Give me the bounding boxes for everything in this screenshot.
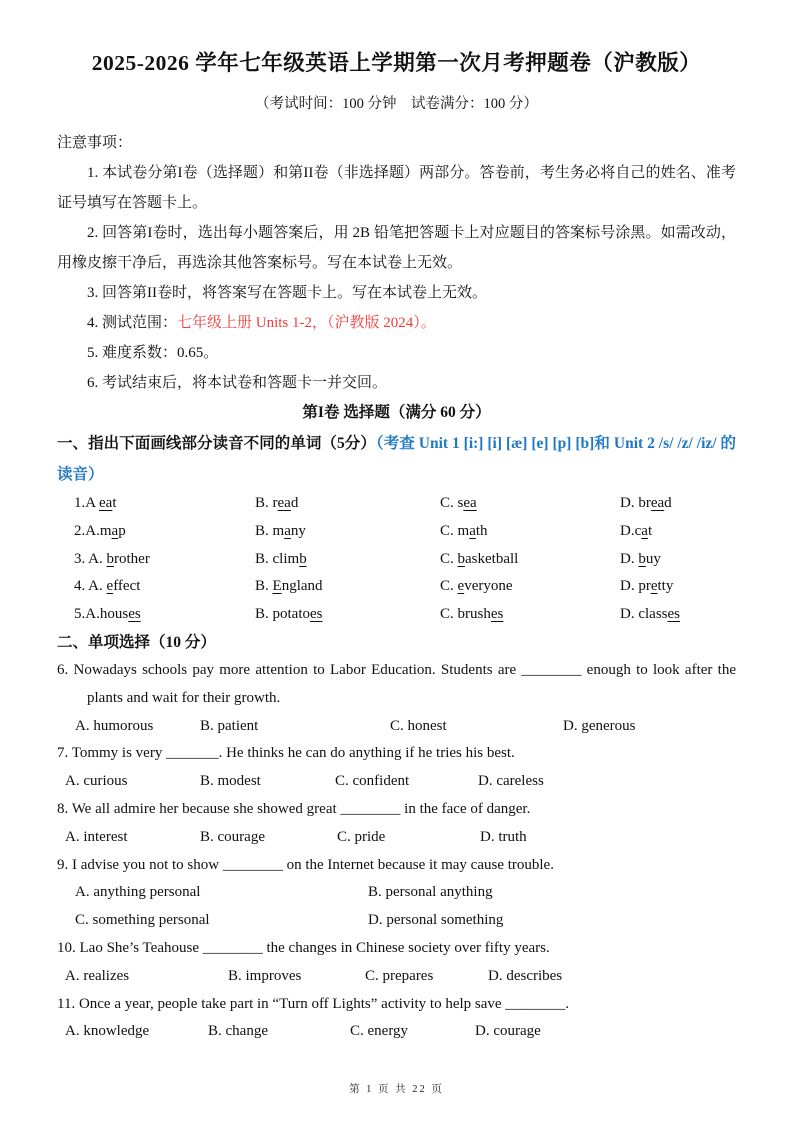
notice-item-4: [57, 308, 736, 338]
option-label: D.: [620, 578, 639, 595]
option-label: B.: [255, 495, 273, 511]
phonics-option: [620, 518, 652, 546]
option-word: sea: [457, 495, 477, 511]
answer-option: B. improves: [228, 967, 302, 984]
notice-item-6: 6. 考试结束后，将本试卷和答题卡一并交回。: [87, 375, 388, 391]
part1-heading: 第I卷 选择题（满分 60 分）: [302, 404, 491, 421]
option-label: B.: [255, 606, 273, 623]
phonics-option: [255, 573, 440, 601]
notice-item-4-prefix: 4. 测试范围：: [87, 315, 178, 331]
option-word: effect: [106, 578, 141, 595]
notice-item-2: 2. 回答第I卷时，选出每小题答案后，用 2B 铅笔把答题卡上对应题目的答案标号涂黑。如需改动，用橡皮擦干净后，再选涂其他答案标号。写在本试卷上无效。: [57, 225, 736, 271]
option-word: eat: [99, 495, 117, 511]
section1-heading-blue: （考查 Unit 1 [i:] [i] [æ] [e] [p] [b]和 Unit 2 /s/ /z/ /iz/ 的读音）: [57, 435, 736, 483]
option-word: read: [272, 495, 299, 511]
phonics-option: [440, 490, 620, 518]
phonics-option: [440, 573, 620, 601]
option-label: C.: [440, 522, 458, 539]
answer-option: B. courage: [200, 828, 265, 845]
answer-option: B. patient: [200, 717, 259, 734]
option-label: C.: [440, 550, 458, 567]
option-label: C.: [440, 495, 458, 511]
phonics-row: [57, 573, 736, 601]
answer-option: C. confident: [335, 773, 410, 790]
answer-option: D. personal something: [368, 912, 504, 929]
question-stem: 10. Lao She’s Teahouse ________ the changes in Chinese society over fifty years.: [57, 939, 550, 956]
option-word: houses: [99, 606, 141, 623]
underlined-letters: es: [310, 606, 323, 623]
phonics-row: [57, 601, 736, 629]
exam-meta: （考试时间：100 分钟 试卷满分：100 分）: [255, 96, 538, 112]
question-stem: 7. Tommy is very _______. He thinks he can do anything if he tries his best.: [57, 745, 515, 762]
answer-option: B. personal anything: [368, 884, 493, 901]
phonics-option: [620, 546, 661, 574]
underlined-letters: e: [650, 578, 658, 595]
underlined-letters: a: [284, 522, 291, 539]
option-label: D.: [620, 606, 639, 623]
phonics-option: [440, 546, 620, 574]
underlined-letters: E: [272, 578, 282, 595]
option-label: C.: [440, 606, 458, 623]
option-label: 4. A.: [74, 578, 107, 595]
option-label: D.: [620, 495, 639, 511]
option-label: 2.A.: [74, 522, 100, 539]
phonics-option: [440, 518, 620, 546]
answer-option: A. curious: [65, 773, 128, 790]
phonics-option: [255, 490, 440, 518]
underlined-letters: a: [469, 522, 476, 539]
phonics-option: [74, 518, 255, 546]
option-label: B.: [255, 522, 273, 539]
notice-item-1: 1. 本试卷分第I卷（选择题）和第II卷（非选择题）两部分。答卷前，考生务必将自己的姓名、准考证号填写在答题卡上。: [57, 165, 736, 211]
answer-option: A. interest: [65, 828, 128, 845]
option-word: climb: [272, 550, 307, 567]
phonics-row: [57, 518, 736, 546]
option-word: pretty: [638, 578, 674, 595]
phonics-questions: [57, 490, 736, 629]
phonics-row: [57, 546, 736, 574]
option-label: 5.A.: [74, 606, 100, 623]
options-row: [57, 824, 736, 852]
option-word: many: [272, 522, 306, 539]
option-word: cat: [634, 522, 653, 539]
options-row: [57, 768, 736, 796]
underlined-letters: a: [111, 522, 119, 539]
phonics-row: [57, 490, 736, 518]
answer-option: C. prepares: [365, 967, 434, 984]
option-word: basketball: [457, 550, 519, 567]
notice-heading: 注意事项：: [57, 135, 133, 151]
option-label: D.: [620, 550, 639, 567]
answer-option: A. anything personal: [75, 884, 201, 901]
answer-option: A. realizes: [65, 967, 130, 984]
answer-option: A. knowledge: [65, 1023, 150, 1040]
answer-option: C. honest: [390, 717, 447, 734]
underlined-letters: es: [128, 606, 141, 623]
notice-item-3: 3. 回答第II卷时，将答案写在答题卡上。写在本试卷上无效。: [87, 285, 487, 301]
phonics-option: [74, 573, 255, 601]
underlined-letters: b: [299, 550, 307, 567]
answer-option: B. modest: [200, 773, 261, 790]
underlined-letters: e: [106, 578, 114, 595]
answer-option: D. describes: [488, 967, 563, 984]
answer-option: D. courage: [475, 1023, 541, 1040]
phonics-option: [440, 601, 620, 629]
phonics-option: [620, 490, 672, 518]
underlined-letters: b: [638, 550, 646, 567]
option-word: math: [457, 522, 488, 539]
question-stem: 9. I advise you not to show ________ on the Internet because it may cause trouble.: [57, 856, 554, 873]
question-stem: 6. Nowadays schools pay more attention to Labor Education. Students are ________ enough to look after the plants and wait for their growth.: [57, 661, 736, 706]
underlined-letters: a: [641, 522, 648, 539]
options-row: [57, 879, 736, 907]
phonics-option: [255, 546, 440, 574]
option-word: everyone: [457, 578, 513, 595]
options-row: [57, 907, 736, 935]
underlined-letters: es: [490, 606, 504, 623]
phonics-option: [74, 601, 255, 629]
options-row: [57, 713, 736, 741]
underlined-letters: ea: [650, 495, 665, 511]
option-word: potatoes: [272, 606, 323, 623]
section1-heading-black: 一、指出下面画线部分读音不同的单词（5分）: [57, 435, 376, 452]
notice-item-5: 5. 难度系数：0.65。: [87, 345, 219, 361]
option-word: classes: [638, 606, 681, 623]
phonics-option: [620, 573, 673, 601]
section1-heading: [57, 428, 736, 490]
underlined-letters: es: [667, 606, 681, 623]
phonics-option: [255, 518, 440, 546]
underlined-letters: e: [457, 578, 465, 595]
answer-option: D. generous: [563, 717, 636, 734]
notice-section: [57, 128, 736, 398]
option-label: B.: [255, 550, 273, 567]
phonics-option: [74, 546, 255, 574]
option-word: brother: [106, 550, 150, 567]
question-stem: 8. We all admire her because she showed great ________ in the face of danger.: [57, 800, 531, 817]
page-number: 第 1 页 共 22 页: [349, 1084, 444, 1095]
answer-option: B. change: [208, 1023, 268, 1040]
notice-item-4-scope: 七年级上册 Units 1-2，（沪教版 2024）。: [177, 315, 436, 331]
option-word: brushes: [457, 606, 504, 623]
option-word: England: [272, 578, 323, 595]
underlined-letters: b: [106, 550, 115, 567]
option-label: 1.A: [74, 495, 100, 511]
phonics-option: [255, 601, 440, 629]
option-label: B.: [255, 578, 273, 595]
section2-heading: 二、单项选择（10 分）: [57, 633, 216, 651]
option-label: D.: [620, 522, 635, 539]
option-label: 3. A.: [74, 550, 107, 567]
answer-option: D. careless: [478, 773, 544, 790]
underlined-letters: ea: [463, 495, 477, 511]
options-row: [57, 963, 736, 991]
phonics-option: [74, 490, 255, 518]
option-word: bread: [638, 495, 672, 511]
answer-option: C. energy: [350, 1023, 409, 1040]
page-title: 2025-2026 学年七年级英语上学期第一次月考押题卷（沪教版）: [91, 51, 702, 75]
underlined-letters: b: [457, 550, 466, 567]
single-choice-questions: [57, 657, 736, 1046]
option-label: C.: [440, 578, 458, 595]
answer-option: C. something personal: [75, 912, 210, 929]
phonics-option: [620, 601, 680, 629]
answer-option: C. pride: [337, 828, 386, 845]
underlined-letters: ea: [99, 495, 113, 511]
option-word: map: [99, 522, 126, 539]
underlined-letters: ea: [277, 495, 291, 511]
option-word: buy: [638, 550, 661, 567]
options-row: [57, 1018, 736, 1046]
answer-option: A. humorous: [75, 717, 154, 734]
answer-option: D. truth: [480, 828, 527, 845]
question-stem: 11. Once a year, people take part in “Turn off Lights” activity to help save ________.: [57, 995, 570, 1012]
